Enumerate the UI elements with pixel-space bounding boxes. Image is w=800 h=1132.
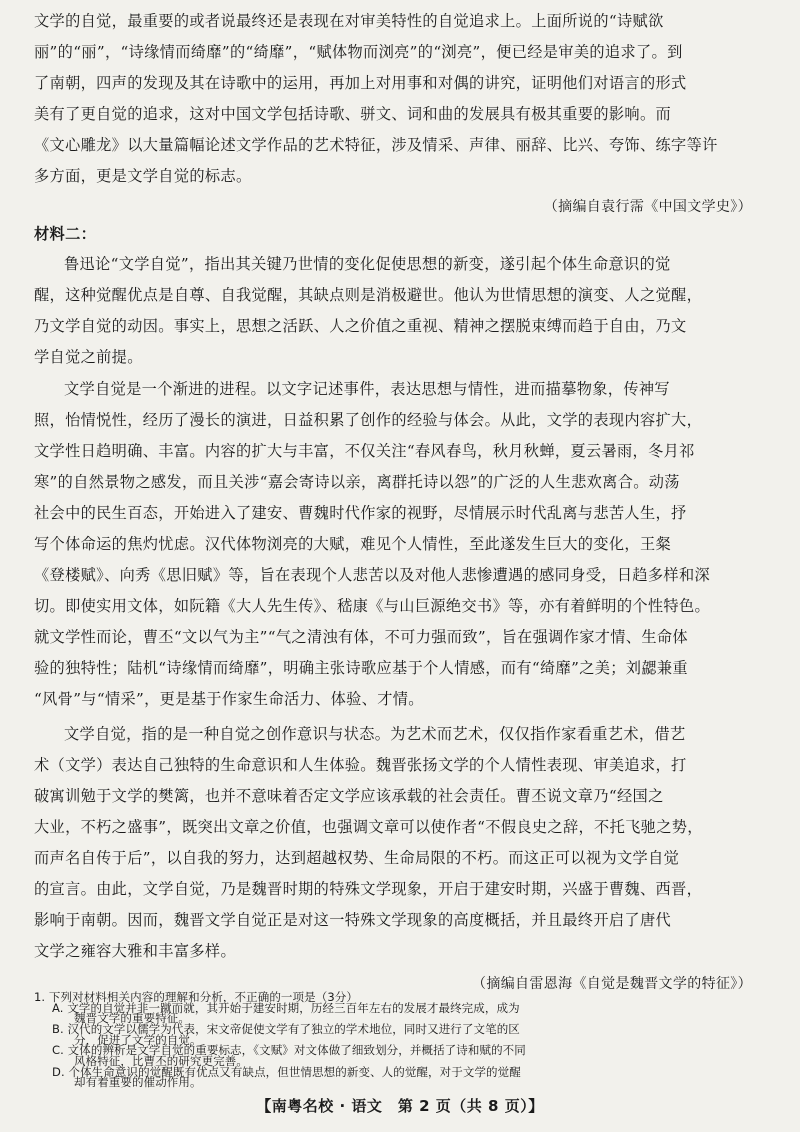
paragraph-line: 大业，不朽之盛事”，既突出文章之价值，也强调文章可以使作者“不假良史之辞，不托飞驰之势， [34, 818, 703, 836]
material-2-title: 材料二： [34, 225, 97, 243]
paragraph-line: 切。即使实用文体，如阮籍《大人先生传》、嵇康《与山巨源绝交书》等，亦有着鲜明的个性特色。 [34, 597, 711, 615]
paragraph-line: 乃文学自觉的动因。事实上，思想之活跃、人之价值之重视、精神之摆脱束缚而趋于自由，乃文 [34, 317, 687, 335]
question-stem: 1. 下列对材料相关内容的理解和分析，不正确的一项是（3分） [34, 990, 358, 1004]
paragraph-line: 破寓训勉于文学的樊篱，也并不意味着否定文学应该承载的社会责任。曹丕说文章乃“经国之 [34, 787, 664, 805]
passage-line: 《文心雕龙》以大量篇幅论述文学作品的艺术特征，涉及情采、声律、丽辞、比兴、夸饰、练字等许 [34, 136, 718, 154]
option-d: D. 个体生命意识的觉醒既有优点又有缺点，但世情思想的新变、人的觉醒，对于文学的觉醒 [52, 1064, 521, 1079]
passage-line: 丽”的“丽”，“诗缘情而绮靡”的“绮靡”，“赋体物而浏亮”的“浏亮”，便已经是审美的追求了。到 [34, 43, 683, 61]
paragraph-line: 而声名自传于后”，以自我的努力，达到超越权势、生命局限的不朽。而这正可以视为文学自觉 [34, 849, 680, 867]
paragraph-line: 影响于南朝。因而，魏晋文学自觉正是对这一特殊文学现象的高度概括，并且最终开启了唐代 [34, 911, 672, 929]
option-d-continued: 却有着重要的催动作用。 [74, 1075, 202, 1090]
page-footer: 【南粤名校 · 语文 第 2 页（共 8 页）】 [256, 1097, 544, 1115]
paragraph-line: 学自觉之前提。 [34, 348, 143, 366]
paragraph-line: 寒”的自然景物之感发，而且关涉“嘉会寄诗以亲，离群托诗以怨”的广泛的人生悲欢离合。动荡 [34, 473, 680, 491]
option-a: A. 文学的自觉并非一蹴而就，其开始于建安时期，历经三百年左右的发展才最终完成，成为 [52, 1000, 520, 1015]
source-citation-2: （摘编自雷恩海《自觉是魏晋文学的特征》） [472, 976, 752, 992]
paragraph-line: 醒，这种觉醒优点是自尊、自我觉醒，其缺点则是消极避世。他认为世情思想的演变、人之觉醒， [34, 286, 703, 304]
paragraph-line: 照，怡情悦性，经历了漫长的演进，日益积累了创作的经验与体会。从此，文学的表现内容扩大， [34, 411, 703, 429]
passage-line: 多方面，更是文学自觉的标志。 [34, 167, 252, 185]
passage-line: 了南朝，四声的发现及其在诗歌中的运用，再加上对用事和对偶的讲究，证明他们对语言的形式 [34, 74, 687, 92]
paragraph-line: 《登楼赋》、向秀《思旧赋》等，旨在表现个人悲苦以及对他人悲惨遭遇的感同身受，日趋多样和深 [34, 566, 711, 584]
paragraph-line: 鲁迅论“文学自觉”，指出其关键乃世情的变化促使思想的新变，遂引起个体生命意识的觉 [64, 255, 671, 273]
paragraph-line: 文学之雍容大雅和丰富多样。 [34, 942, 236, 960]
paragraph-line: 术（文学）表达自己独特的生命意识和人生体验。魏晋张扬文学的个人情性表现、审美追求，打 [34, 756, 687, 774]
paragraph-line: 社会中的民生百态，开始进入了建安、曹魏时代作家的视野，尽情展示时代乱离与悲苦人生，抒 [34, 504, 687, 522]
paragraph-line: 文学自觉是一个渐进的进程。以文字记述事件，表达思想与情性，进而描摹物象，传神写 [64, 380, 670, 398]
option-b: B. 汉代的文学以儒学为代表，宋文帝促使文学有了独立的学术地位，同时又进行了文笔的区 [52, 1022, 520, 1036]
paragraph-line: 就文学性而论，曹丕“文以气为主”“气之清浊有体，不可力强而致”，旨在强调作家才情、生命体 [34, 628, 688, 646]
option-a-continued: 魏晋文学的重要特征。 [74, 1011, 190, 1026]
paragraph-line: 验的独特性；陆机“诗缘情而绮靡”，明确主张诗歌应基于个人情感，而有“绮靡”之美；刘勰兼重 [34, 659, 688, 677]
passage-line: 文学的自觉，最重要的或者说最终还是表现在对审美特性的自觉追求上。上面所说的“诗赋欲 [34, 12, 664, 30]
paragraph-line: “风骨”与“情采”，更是基于作家生命活力、体验、才情。 [34, 690, 424, 708]
option-c-continued: 风格特征，比曹丕的研究更完善。 [74, 1054, 248, 1068]
paragraph-line: 写个体命运的焦灼忧虑。汉代体物浏亮的大赋，难见个人情性，至此遂发生巨大的变化，王粲 [34, 535, 672, 553]
paragraph-line: 文学性日趋明确、丰富。内容的扩大与丰富，不仅关注“春风春鸟，秋月秋蝉，夏云暑雨，冬月祁 [34, 442, 695, 460]
option-b-continued: 分，促进了文学的自觉。 [74, 1032, 202, 1047]
source-citation-1: （摘编自袁行霈《中国文学史》） [543, 199, 752, 215]
passage-line: 美有了更自觉的追求，这对中国文学包括诗歌、骈文、词和曲的发展具有极其重要的影响。而 [34, 105, 672, 123]
option-c: C. 文体的辨析是文学自觉的重要标志，《文赋》对文体做了细致划分，并概括了诗和赋的不同 [52, 1043, 526, 1058]
paragraph-line: 的宣言。由此，文学自觉，乃是魏晋时期的特殊文学现象，开启于建安时期，兴盛于曹魏、西晋， [34, 880, 703, 898]
paragraph-line: 文学自觉，指的是一种自觉之创作意识与状态。为艺术而艺术，仅仅指作家看重艺术，借艺 [64, 725, 686, 743]
